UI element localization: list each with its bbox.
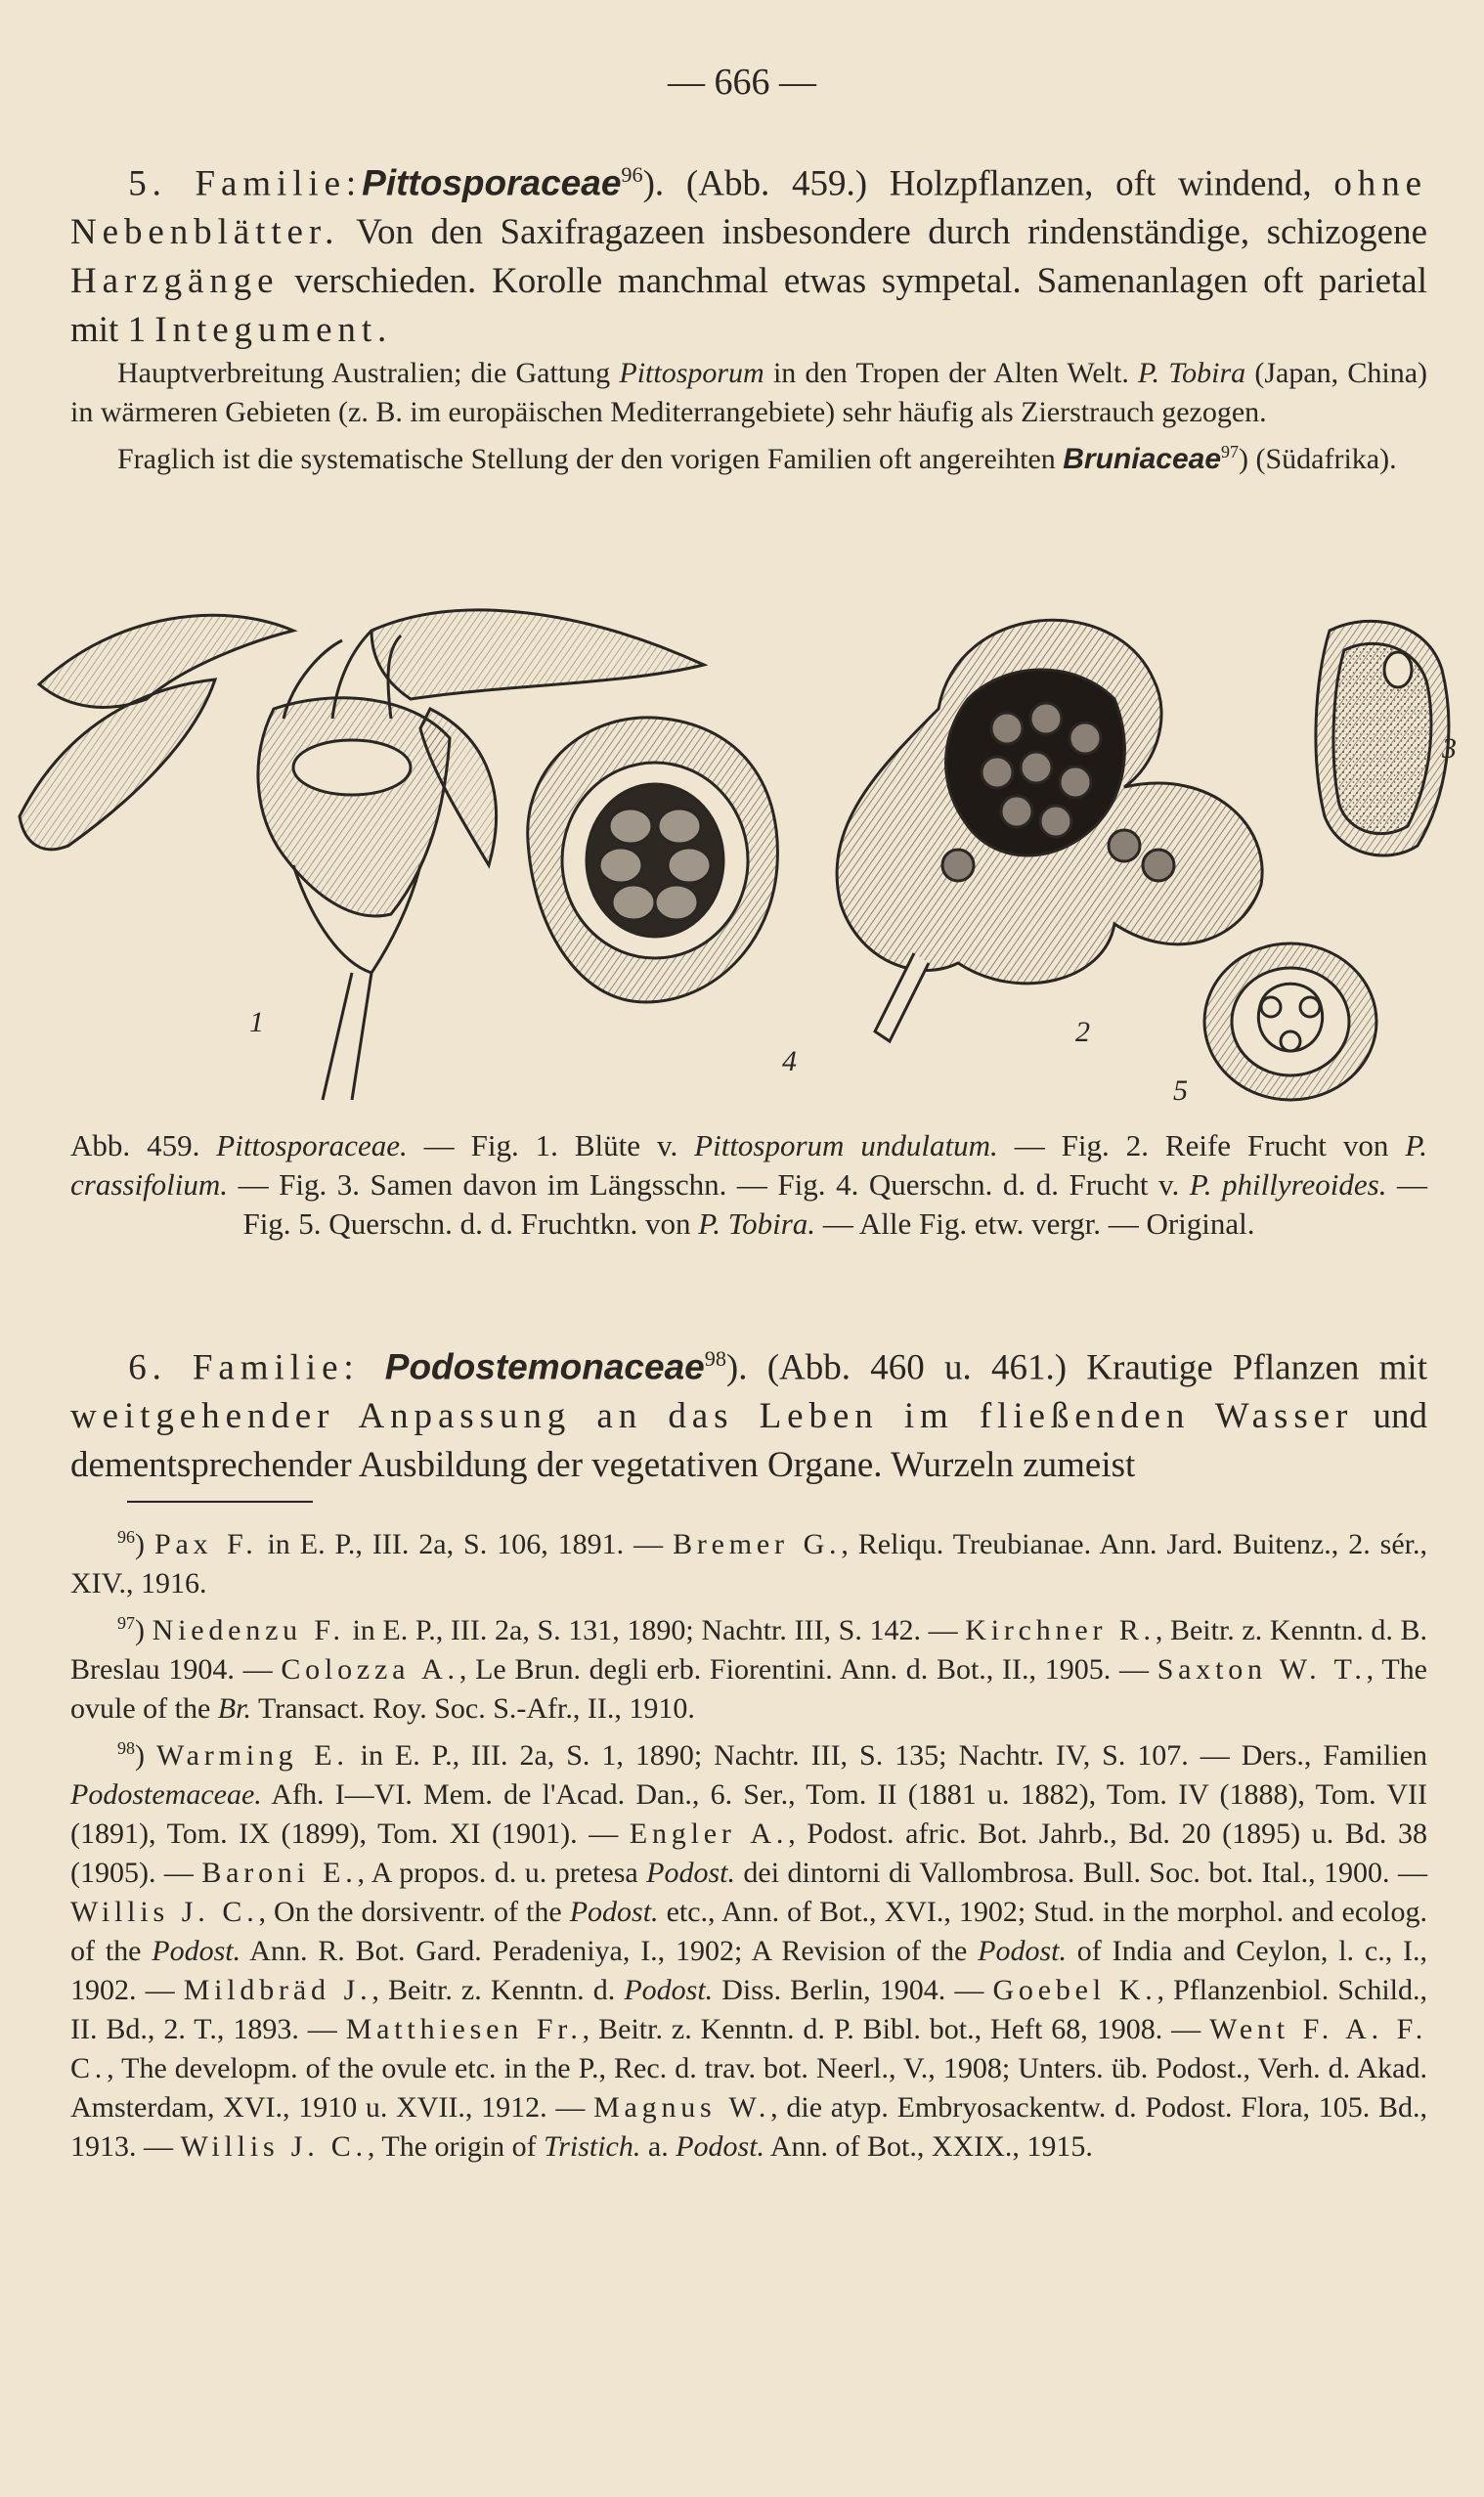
fn-author: Niedenzu F.: [152, 1614, 345, 1646]
fn-author: Willis J. C.: [70, 1896, 259, 1928]
fn-author: Colozza A.: [281, 1653, 459, 1686]
caption-text: — Fig. 2. Reife Frucht von: [997, 1128, 1406, 1162]
family-5-text-3: verschieden. Korolle manchmal etwas sympetal. Samenanlagen oft parietal mit 1: [70, 261, 1427, 351]
fn-text: , Reliqu. Treubianae. Ann. Jard. Buitenz., 2. sér., XIV., 1916.: [70, 1528, 1427, 1599]
caption-italic: Pittosporaceae.: [216, 1128, 408, 1162]
fig-2-ripe-fruit: [837, 620, 1262, 1041]
fn-author: Matthiesen Fr.: [345, 2013, 583, 2045]
fn-author: Goebel K.: [992, 1974, 1157, 2006]
fn-text: a.: [640, 2130, 677, 2163]
family-5-notes: [70, 354, 1427, 479]
family-5-text-2: Von den Saxifragazeen insbesondere durch rindenständige, schizogene: [339, 212, 1427, 253]
fn-author: Saxton W. T.: [1157, 1653, 1367, 1686]
note-italic: Pittosporum: [619, 357, 764, 389]
family-5-name: Pittosporaceae: [362, 162, 622, 203]
caption-italic: P. phillyreoides.: [1189, 1167, 1387, 1202]
fn-text: , Podost. afric. Bot. Jahrb., Bd. 20 (1895) u. Bd. 38 (1905). —: [70, 1818, 1427, 1889]
fig-label-4: 4: [782, 1045, 797, 1077]
caption-text: — Fig. 3. Samen davon im Längsschn. — Fig. 4. Querschn. d. d. Frucht v.: [228, 1167, 1190, 1202]
fn-italic: Podostemaceae.: [70, 1778, 262, 1811]
note-text: Fraglich ist die systematische Stellung der den vorigen Familien oft angereihten: [117, 443, 1064, 475]
family-5-lead: 5. Familie:: [128, 163, 363, 204]
family-5-spaced-3: Integument.: [154, 310, 393, 351]
fn-text: , Beitr. z. Kenntn. d. P. Bibl. bot., Heft 68, 1908. —: [582, 2013, 1210, 2045]
fn-text: Ann. of Bot., XXIX., 1915.: [764, 2130, 1093, 2163]
distribution-note: [70, 354, 1427, 432]
family-5-spaced-1: ohne Nebenblätter.: [70, 163, 1427, 253]
fn-italic: Br.: [217, 1692, 251, 1725]
footnote-number: 97: [117, 1613, 135, 1633]
fig-label-5: 5: [1173, 1074, 1188, 1107]
fn-text: , The origin of: [367, 2130, 545, 2163]
fn-author: Baroni E.: [201, 1857, 358, 1889]
fn-text: Ann. R. Bot. Gard. Peradeniya, I., 1902; A Revision of the: [240, 1935, 979, 1967]
family-6-text-2: und dementsprechender Ausbildung der vegetativen Organe. Wurzeln zumeist: [70, 1396, 1427, 1486]
footnote-divider: [127, 1501, 313, 1503]
caption-italic: P. crassifolium.: [70, 1128, 1428, 1202]
fn-italic: Podost.: [646, 1857, 735, 1889]
fn-author: Willis J. C.: [180, 2130, 368, 2163]
caption-text: — Alle Fig. etw. vergr. — Original.: [815, 1206, 1255, 1241]
fn-text: ): [135, 1739, 156, 1772]
fn-text: , Le Brun. degli erb. Fiorentini. Ann. d. Bot., II., 1905. —: [458, 1653, 1157, 1686]
fn-text: , die atyp. Embryosackentw. d. Podost. Flora, 105. Bd., 1913. —: [70, 2091, 1427, 2163]
fn-italic: Podost.: [978, 1935, 1067, 1967]
fn-text: , The developm. of the ovule etc. in the P., Rec. d. trav. bot. Neerl., V., 1908; Unters. üb. Podost., Verh. d. Akad. Amsterdam, XVI., 1910 u. XVII., 1912. —: [70, 2052, 1427, 2124]
footnote-ref-97: 97: [1221, 442, 1240, 461]
footnotes: [70, 1517, 1427, 2167]
fn-text: of India and Ceylon, l. c., I., 1902. —: [70, 1935, 1428, 2006]
fn-text: , On the dorsiventr. of the: [258, 1896, 570, 1928]
fn-italic: Podost.: [676, 2130, 765, 2163]
footnote-ref-96: 96: [621, 162, 643, 187]
fn-text: in E. P., III. 2a, S. 1, 1890; Nachtr. III, S. 135; Nachtr. IV, S. 107. — Ders., Familien: [348, 1739, 1427, 1772]
caption-text: — Fig. 1. Blüte v.: [407, 1128, 695, 1162]
fn-author: Kirchner R.: [965, 1614, 1156, 1646]
family-6-text-1: ). (Abb. 460 u. 461.) Krautige Pflanzen mit: [725, 1347, 1427, 1388]
fn-author: Engler A.: [629, 1818, 789, 1850]
caption-italic: Pittosporum undulatum.: [694, 1128, 998, 1162]
fn-text: Diss. Berlin, 1904. —: [713, 1974, 993, 2006]
note-text: in den Tropen der Alten Welt.: [764, 357, 1139, 389]
fn-text: dei dintorni di Vallombrosa. Bull. Soc. bot. Ital., 1900. —: [734, 1857, 1427, 1889]
footnote-number: 98: [117, 1738, 135, 1758]
family-5-spaced-2: Harzgänge: [70, 261, 280, 302]
fig-label-2: 2: [1075, 1016, 1090, 1048]
footnote-97: [70, 1603, 1427, 1729]
footnote-96: [70, 1517, 1427, 1603]
fig-4-fruit-cross-section: [528, 718, 778, 1002]
botanical-illustration: [0, 572, 1484, 1119]
fn-text: ): [135, 1614, 153, 1646]
fn-author: Warming E.: [155, 1739, 349, 1772]
family-5-paragraph: [70, 151, 1427, 355]
fn-author: Magnus W.: [593, 2091, 771, 2124]
fn-text: in E. P., III. 2a, S. 106, 1891. —: [257, 1528, 674, 1560]
fn-text: , The ovule of the: [70, 1653, 1427, 1725]
footnote-ref-98: 98: [704, 1346, 726, 1371]
family-6-name: Podostemonaceae: [384, 1346, 705, 1387]
family-6-paragraph: [70, 1335, 1427, 1490]
caption-text: Abb. 459.: [70, 1128, 217, 1162]
fn-italic: Tristich.: [544, 2130, 641, 2163]
fn-author: Went F. A. F. C.: [70, 2013, 1427, 2084]
fn-italic: Podost.: [152, 1935, 241, 1967]
note-text: ) (Südafrika).: [1239, 443, 1397, 475]
page-number: — 666 —: [668, 62, 816, 103]
family-6-spaced-1: weitgehender Anpassung an das Leben im fließenden Wasser: [70, 1396, 1354, 1437]
note-italic: P. Tobira: [1138, 357, 1246, 389]
fn-text: Transact. Roy. Soc. S.-Afr., II., 1910.: [250, 1692, 695, 1725]
fn-text: etc., Ann. of Bot., XVI., 1902; Stud. in the morphol. and ecolog. of the: [70, 1896, 1427, 1967]
family-5-text-1: ). (Abb. 459.) Holzpflanzen, oft windend,: [642, 163, 1334, 204]
fn-text: , Beitr. z. Kenntn. d.: [371, 1974, 625, 2006]
fn-text: , Pflanzenbiol. Schild., II. Bd., 2. T., 1893. —: [70, 1974, 1428, 2045]
fig-label-3: 3: [1442, 732, 1457, 765]
fn-author: Pax F.: [153, 1528, 258, 1560]
caption-text: — Fig. 5. Querschn. d. d. Fruchtkn. von: [242, 1167, 1427, 1241]
footnote-98: [70, 1729, 1427, 2167]
fig-label-1: 1: [249, 1006, 264, 1038]
caption-italic: P. Tobira.: [698, 1206, 816, 1241]
fn-author: Mildbräd J.: [183, 1974, 372, 2006]
fn-text: Afh. I—VI. Mem. de l'Acad. Dan., 6. Ser., Tom. II (1881 u. 1882), Tom. IV (1888), Tom. VII (1891), Tom. IX (1899), Tom. XI (1901). —: [70, 1778, 1427, 1850]
fn-author: Bremer G.: [673, 1528, 842, 1560]
note-taxon: Bruniaceae: [1063, 443, 1222, 475]
fig-3-seed-section: [1316, 621, 1449, 855]
figure-caption: [70, 1126, 1427, 1244]
family-6-lead: 6. Familie:: [128, 1347, 385, 1388]
fig-5-ovary-cross-section: [1204, 943, 1376, 1100]
bruniaceae-note: [70, 432, 1427, 479]
note-text: Hauptverbreitung Australien; die Gattung: [117, 357, 620, 389]
fn-text: ): [135, 1528, 154, 1560]
fn-text: in E. P., III. 2a, S. 131, 1890; Nachtr. III, S. 142. —: [344, 1614, 966, 1646]
fn-italic: Podost.: [624, 1974, 714, 2006]
fn-text: , A propos. d. u. pretesa: [357, 1857, 647, 1889]
footnote-number: 96: [117, 1527, 135, 1547]
note-text: (Japan, China) in wärmeren Gebieten (z. B. im europäischen Mediterrangebiete) sehr häufig als Zierstrauch gezogen.: [70, 357, 1427, 428]
fn-text: , Beitr. z. Kenntn. d. B. Breslau 1904. —: [70, 1614, 1427, 1686]
fn-italic: Podost.: [569, 1896, 659, 1928]
